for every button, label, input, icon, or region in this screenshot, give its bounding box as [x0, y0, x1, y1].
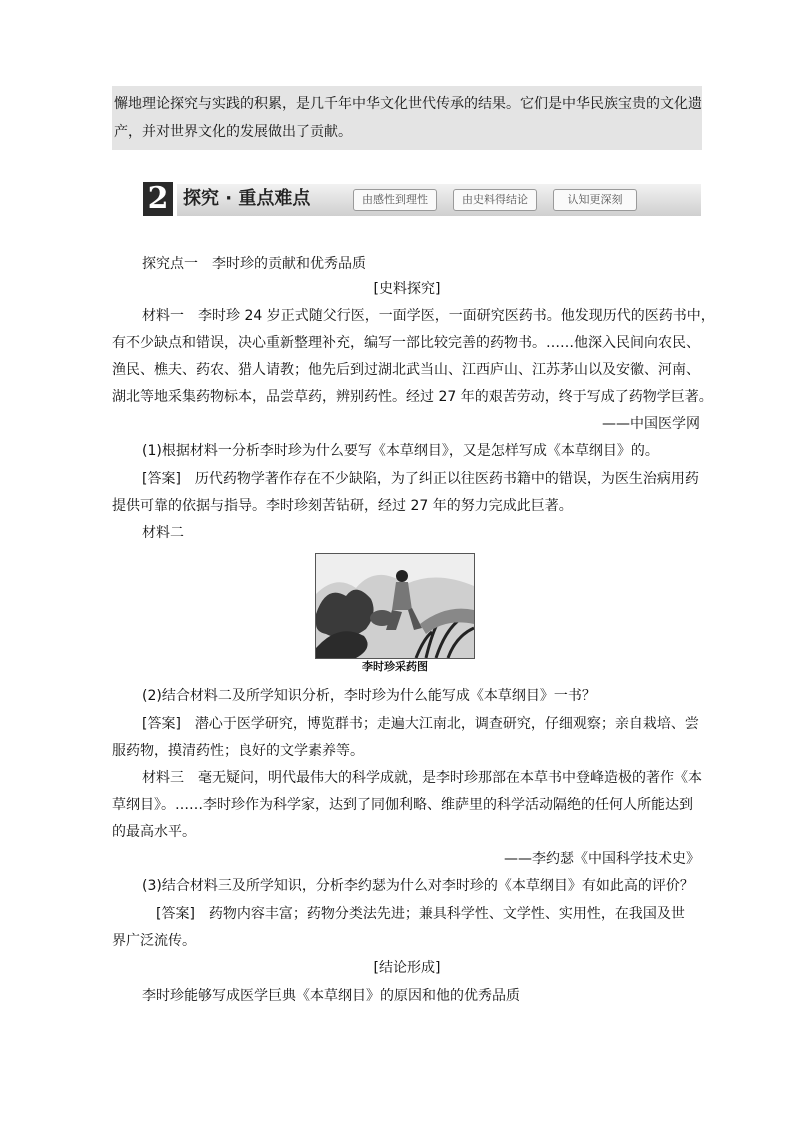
question-2: (2)结合材料二及所学知识分析，李时珍为什么能写成《本草纲目》一书？: [142, 688, 596, 704]
material2-label: 材料二: [142, 525, 184, 541]
material1-line-1: 材料一 李时珍 24 岁正式随父行医，一面学医，一面研究医药书。他发现历代的医药书中，: [142, 308, 715, 324]
subheading-historical-inquiry: [史料探究]: [373, 281, 441, 297]
section-banner: [143, 182, 701, 218]
answer3-line-2: 界广泛流传。: [112, 933, 196, 949]
subheading-conclusion: [结论形成]: [373, 960, 441, 976]
answer3-line-1: [答案] 药物内容丰富；药物分类法先进；兼具科学性、文学性、实用性，在我国及世: [156, 906, 685, 922]
answer1-line-2: 提供可靠的依据与指导。李时珍刻苦钻研，经过 27 年的努力完成此巨著。: [112, 498, 573, 514]
intro-line-2: 产，并对世界文化的发展做出了贡献。: [114, 124, 352, 140]
answer2-line-1: [答案] 潜心于医学研究，博览群书；走遍大江南北，调查研究，仔细观察；亲自栽培、尝: [142, 716, 699, 732]
material3-source: ——李约瑟《中国科学技术史》: [504, 851, 700, 867]
herb-gathering-picture: [316, 554, 474, 658]
material1-line-3: 渔民、樵夫、药农、猎人请教；他先后到过湖北武当山、江西庐山、江苏茅山以及安徽、河南、: [112, 362, 700, 378]
section-number: 2: [143, 182, 173, 216]
section-heading: 探究点一 李时珍的贡献和优秀品质: [142, 256, 366, 272]
banner-title: 探究 · 重点难点: [183, 188, 311, 209]
conclusion-text: 李时珍能够写成医学巨典《本草纲目》的原因和他的优秀品质: [142, 988, 520, 1004]
material1-source: ——中国医学网: [602, 416, 700, 432]
material3-line-1: 材料三 毫无疑问，明代最伟大的科学成就，是李时珍那部在本草书中登峰造极的著作《本: [142, 770, 702, 786]
material3-line-3: 的最高水平。: [112, 824, 196, 840]
pill-perceptual-to-rational: 由感性到理性: [353, 189, 437, 211]
intro-box: [112, 86, 702, 150]
intro-line-1: 懈地理论探究与实践的积累，是几千年中华文化世代传承的结果。它们是中华民族宝贵的文化遗: [114, 96, 702, 112]
answer2-line-2: 服药物，摸清药性；良好的文学素养等。: [112, 743, 364, 759]
material3-line-2: 草纲目》。……李时珍作为科学家，达到了同伽利略、维萨里的科学活动隔绝的任何人所能达到: [112, 797, 693, 813]
pill-deeper-cognition: 认知更深刻: [553, 189, 637, 211]
material1-line-4: 湖北等地采集药物标本，品尝草药，辨别药性。经过 27 年的艰苦劳动，终于写成了药物学巨著。: [112, 389, 713, 405]
material1-line-2: 有不少缺点和错误，决心重新整理补充，编写一部比较完善的药物书。……他深入民间向农民、: [112, 335, 700, 351]
illustration-li-shizhen-gathering-herbs: [315, 553, 475, 659]
question-3: (3)结合材料三及所学知识，分析李约瑟为什么对李时珍的《本草纲目》有如此高的评价？: [142, 878, 694, 894]
answer1-line-1: [答案] 历代药物学著作存在不少缺陷，为了纠正以往医药书籍中的错误，为医生治病用药: [142, 471, 699, 487]
question-1: (1)根据材料一分析李时珍为什么要写《本草纲目》，又是怎样写成《本草纲目》的。: [142, 443, 659, 459]
figure-caption: 李时珍采药图: [362, 660, 428, 673]
pill-history-to-conclusion: 由史料得结论: [453, 189, 537, 211]
